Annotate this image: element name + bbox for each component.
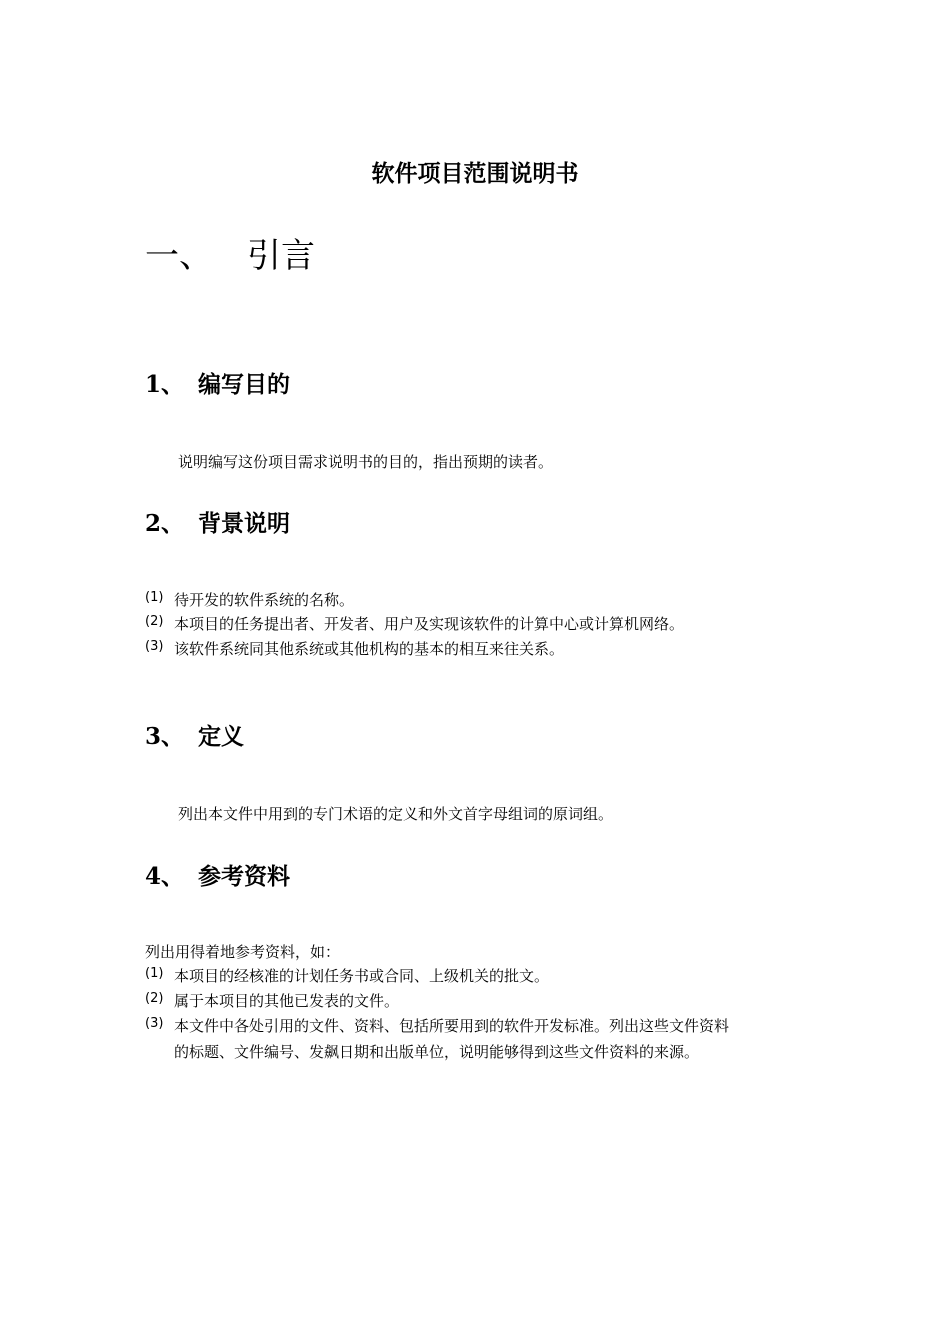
list-item-number: (2) bbox=[145, 614, 164, 629]
section-1-title: 编写目的 bbox=[198, 371, 290, 398]
list-item-number: (2) bbox=[145, 991, 164, 1006]
list-item-text: 本项目的任务提出者、开发者、用户及实现该软件的计算中心或计算机网络。 bbox=[174, 615, 685, 633]
list-item-number: (3) bbox=[145, 1016, 164, 1031]
section-1-paragraph: 说明编写这份项目需求说明书的目的，指出预期的读者。 bbox=[178, 453, 554, 471]
document-title: 软件项目范围说明书 bbox=[371, 160, 579, 187]
chapter-title: 引言 bbox=[247, 236, 315, 276]
list-item-text: 本文件中各处引用的文件、资料、包括所要用到的软件开发标准。列出这些文件资料 bbox=[174, 1017, 730, 1035]
section-4-title: 参考资料 bbox=[198, 863, 290, 890]
list-item-number: (1) bbox=[145, 966, 164, 981]
section-2-number: 2、 bbox=[145, 510, 185, 537]
section-4-intro: 列出用得着地参考资料，如： bbox=[145, 943, 341, 961]
list-item-text: 该软件系统同其他系统或其他机构的基本的相互来往关系。 bbox=[174, 640, 565, 658]
section-3-paragraph: 列出本文件中用到的专门术语的定义和外文首字母组词的原词组。 bbox=[178, 805, 614, 823]
section-1-number: 1、 bbox=[145, 371, 185, 398]
chapter-number: 一、 bbox=[145, 236, 213, 276]
section-2-title: 背景说明 bbox=[198, 510, 290, 537]
section-4-number: 4、 bbox=[145, 863, 185, 890]
section-3-number: 3、 bbox=[145, 723, 185, 750]
list-item-text: 待开发的软件系统的名称。 bbox=[174, 591, 355, 609]
list-item-text: 属于本项目的其他已发表的文件。 bbox=[174, 992, 400, 1010]
section-3-title: 定义 bbox=[198, 723, 244, 750]
list-item-number: (3) bbox=[145, 639, 164, 654]
list-item-text-continued: 的标题、文件编号、发飙日期和出版单位，说明能够得到这些文件资料的来源。 bbox=[174, 1043, 700, 1061]
list-item-text: 本项目的经核准的计划任务书或合同、上级机关的批文。 bbox=[174, 967, 550, 985]
list-item-number: (1) bbox=[145, 590, 164, 605]
